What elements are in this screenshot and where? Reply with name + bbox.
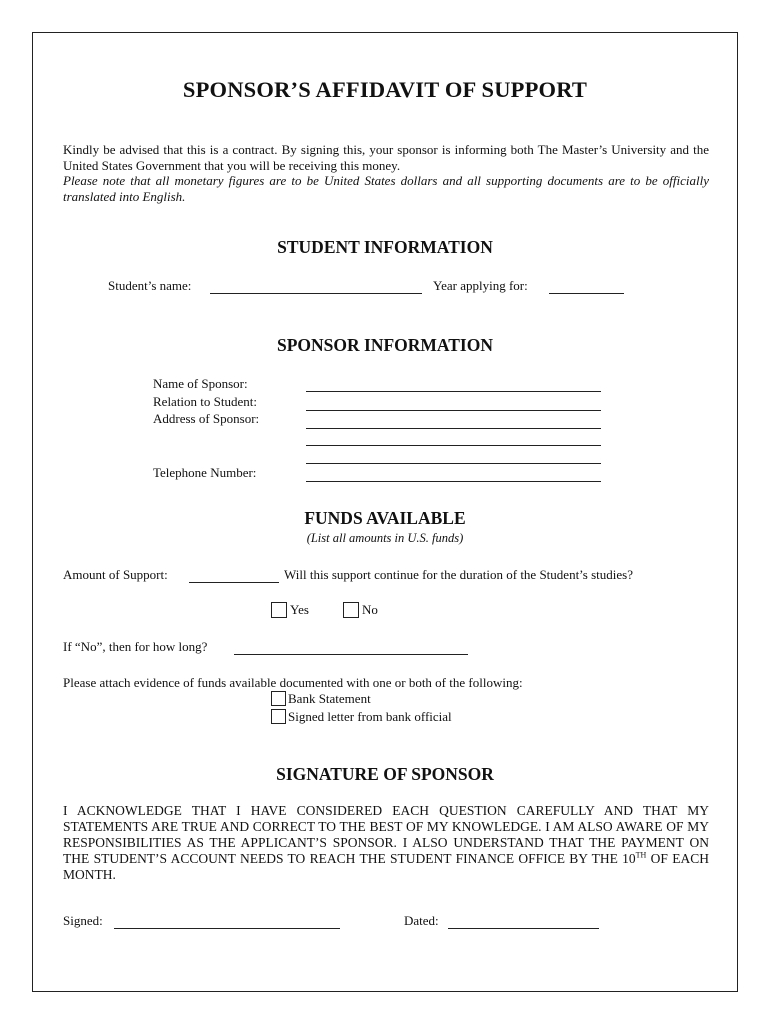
sponsor-name-field[interactable] (306, 391, 601, 392)
year-applying-label: Year applying for: (433, 278, 528, 293)
no-checkbox[interactable] (343, 602, 359, 618)
funds-available-heading: FUNDS AVAILABLE (304, 508, 466, 528)
sponsor-address-field-2[interactable] (306, 445, 601, 446)
student-info-heading: STUDENT INFORMATION (277, 237, 493, 257)
funds-subheading: (List all amounts in U.S. funds) (306, 531, 464, 545)
signature-heading: SIGNATURE OF SPONSOR (276, 764, 494, 784)
bank-letter-label: Signed letter from bank official (288, 709, 452, 724)
sponsor-name-label: Name of Sponsor: (153, 376, 248, 391)
acknowledgement-text: I ACKNOWLEDGE THAT I HAVE CONSIDERED EACH QUESTION CAREFULLY AND THAT MY STATEMENTS ARE TRUE AND CORRECT TO THE BEST OF MY KNOWLEDGE. I AM ALSO AWARE OF MY RESPONSIBILITIES AS THE APPLICANT’S SPONSOR. I ALSO UNDERSTAND THAT THE PAYMENT ON THE STUDENT’S ACCOUNT NEEDS TO REACH THE STUDENT FINANCE OFFICE BY THE 10 (63, 803, 709, 866)
signature-field[interactable] (114, 928, 340, 929)
intro-paragraph (63, 142, 709, 204)
attach-evidence-label: Please attach evidence of funds available documented with one or both of the following: (63, 675, 523, 690)
bank-statement-label: Bank Statement (288, 691, 371, 706)
sponsor-relation-label: Relation to Student: (153, 394, 257, 409)
sponsor-address-field-1[interactable] (306, 428, 601, 429)
sponsor-phone-field[interactable] (306, 481, 601, 482)
bank-letter-checkbox[interactable] (271, 709, 286, 724)
yes-checkbox[interactable] (271, 602, 287, 618)
acknowledgement-text-end: OF EACH MONTH. (63, 851, 709, 882)
sponsor-phone-label: Telephone Number: (153, 465, 257, 480)
amount-support-field[interactable] (189, 582, 279, 583)
sponsor-address-label: Address of Sponsor: (153, 411, 260, 426)
dated-label: Dated: (404, 913, 439, 928)
sponsor-relation-field[interactable] (306, 410, 601, 411)
bank-statement-checkbox[interactable] (271, 691, 286, 706)
if-no-label: If “No”, then for how long? (63, 639, 208, 654)
intro-note-text: Please note that all monetary figures are to be United States dollars and all supporting documents are to be officially translated into English. (63, 173, 709, 204)
student-name-label: Student’s name: (108, 278, 192, 293)
document-title: SPONSOR’S AFFIDAVIT OF SUPPORT (182, 77, 588, 102)
bank-statement-option[interactable] (271, 691, 371, 707)
acknowledgement-statement (63, 803, 709, 883)
student-name-field[interactable] (210, 293, 422, 294)
yes-label: Yes (290, 602, 309, 617)
support-duration-field[interactable] (234, 654, 468, 655)
date-field[interactable] (448, 928, 599, 929)
ordinal-suffix: TH (635, 850, 647, 860)
sponsor-info-heading: SPONSOR INFORMATION (276, 335, 493, 355)
year-applying-field[interactable] (549, 293, 624, 294)
no-label: No (362, 602, 378, 617)
no-option[interactable] (343, 602, 378, 618)
amount-support-label: Amount of Support: (63, 567, 168, 582)
signed-label: Signed: (63, 913, 103, 928)
sponsor-address-field-3[interactable] (306, 463, 601, 464)
yes-option[interactable] (271, 602, 309, 618)
continue-question: Will this support continue for the duration of the Student’s studies? (284, 567, 633, 582)
bank-letter-option[interactable] (271, 709, 452, 725)
intro-contract-text: Kindly be advised that this is a contract. By signing this, your sponsor is informing both The Master’s University and the United States Government that you will be receiving this money. (63, 142, 709, 173)
